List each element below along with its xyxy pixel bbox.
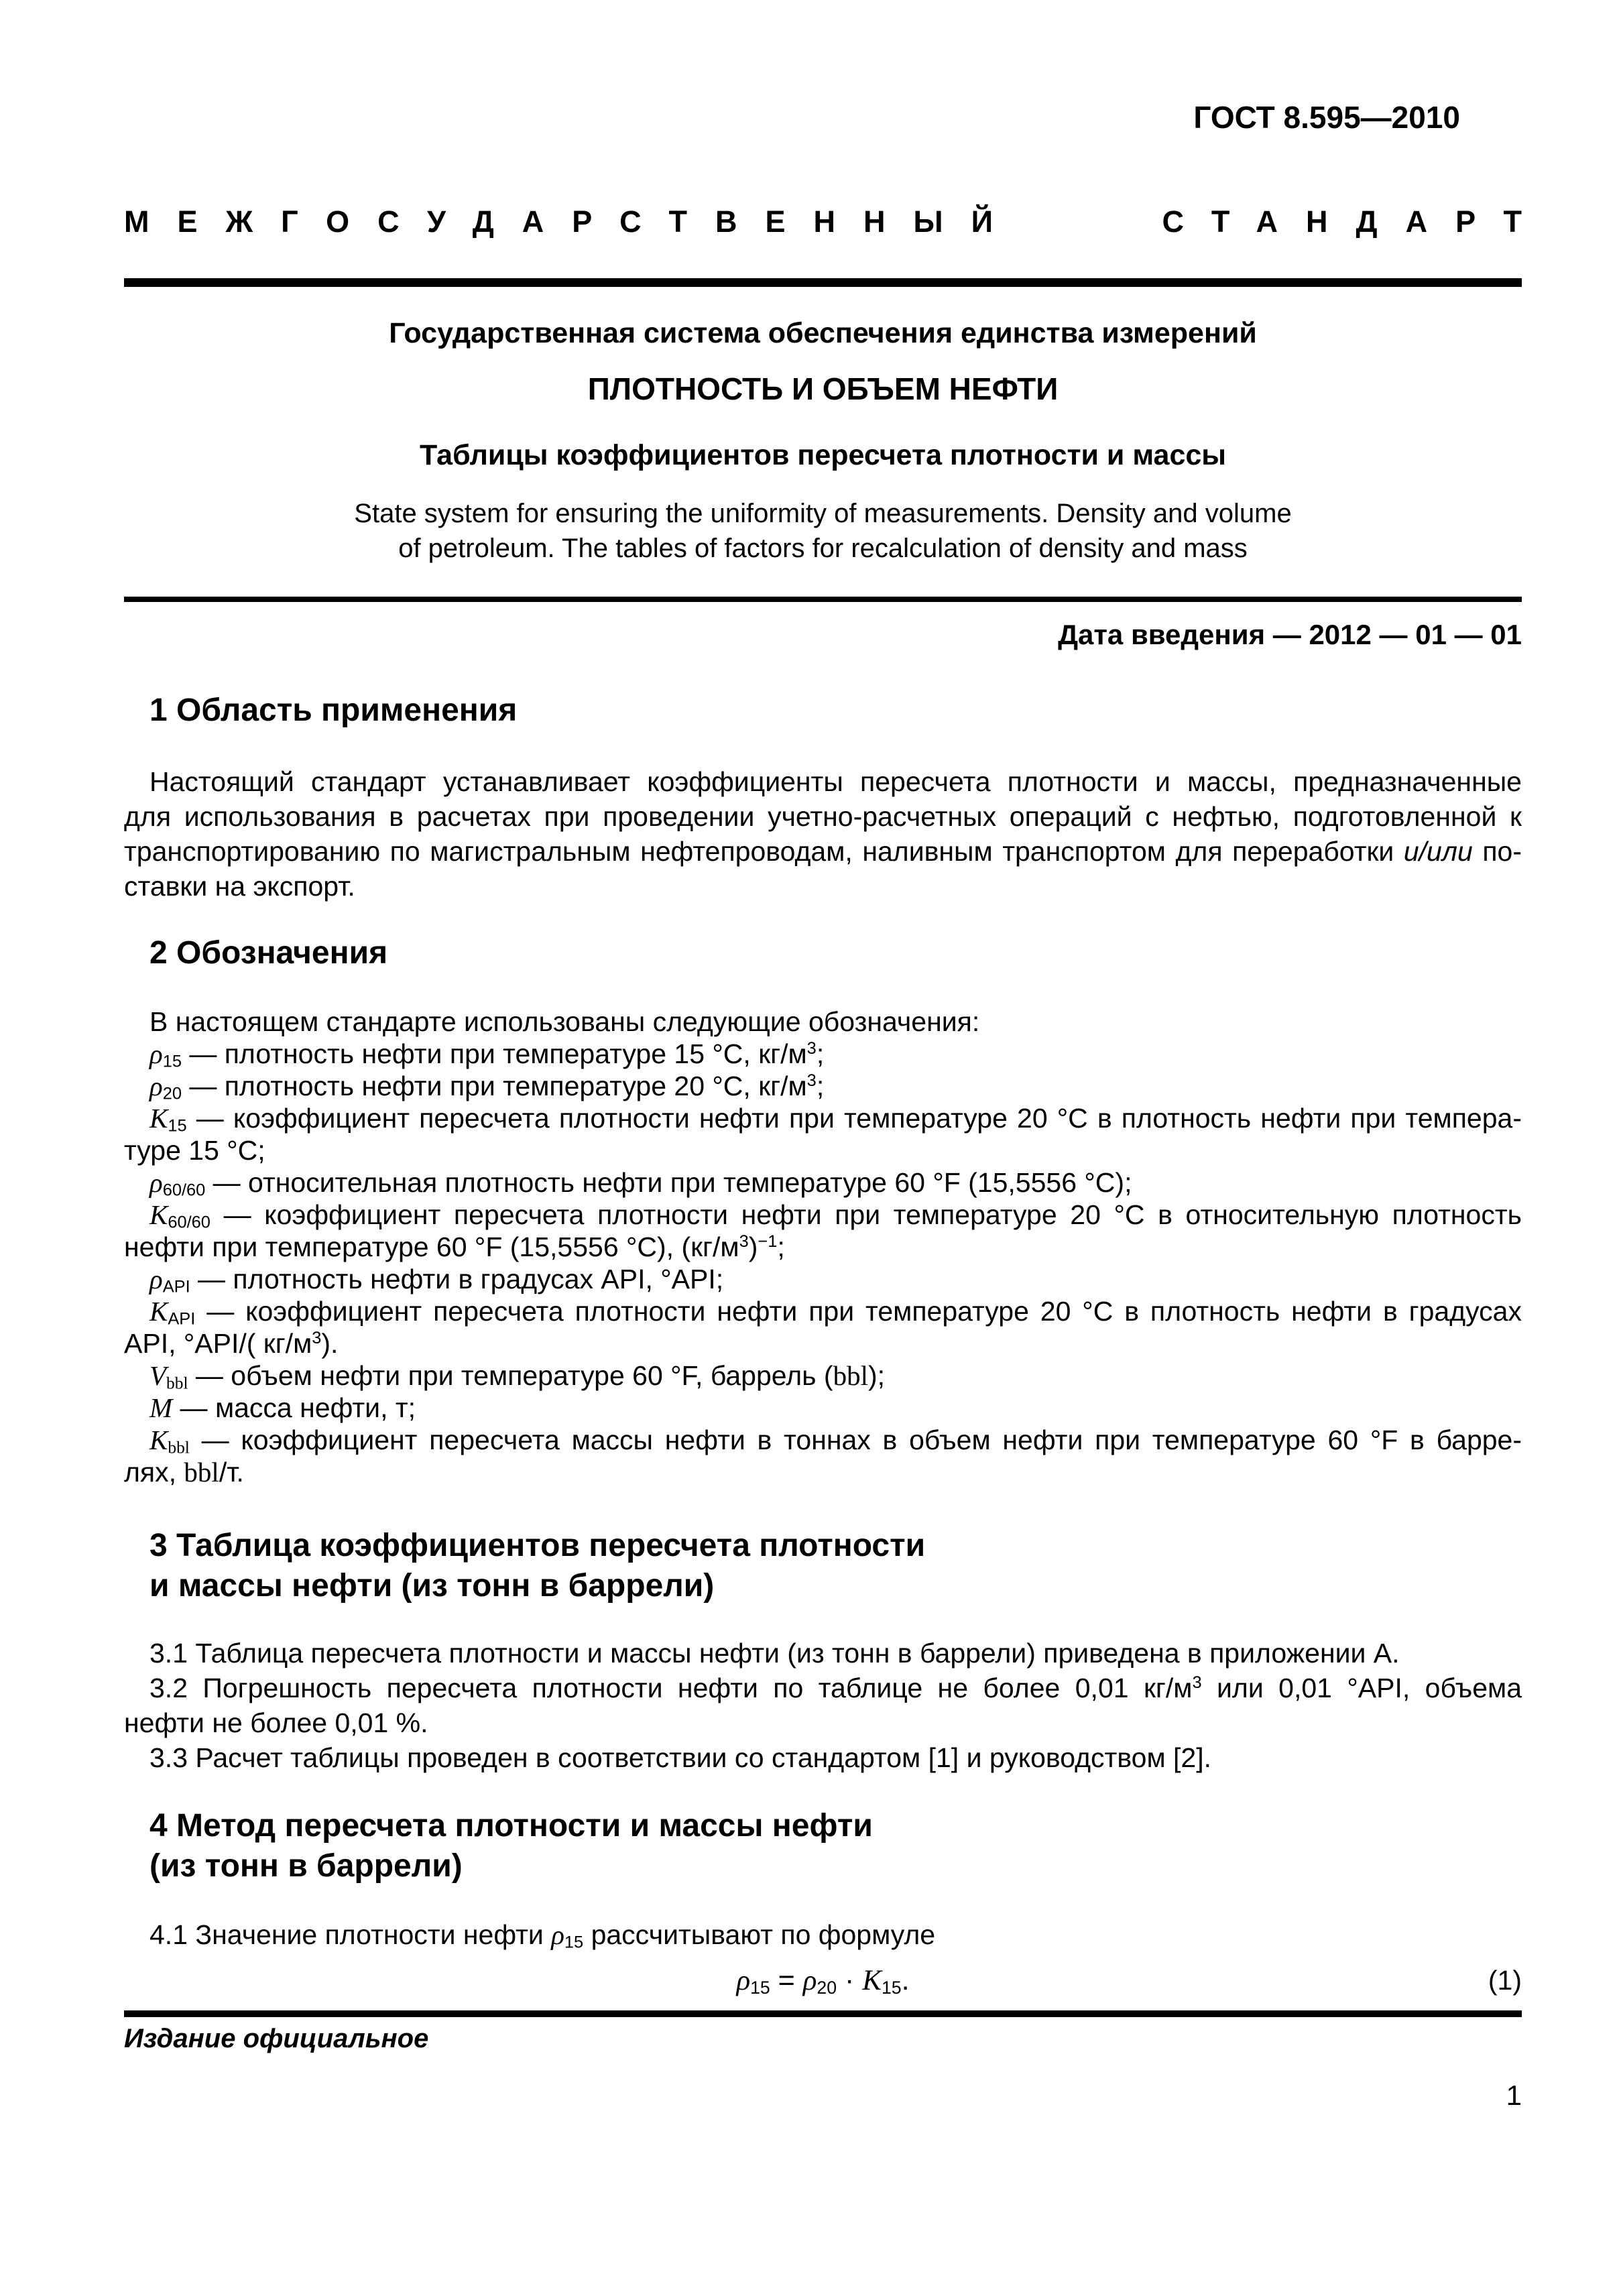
paragraph-line: ставки на экспорт. xyxy=(124,871,355,902)
formula-number: (1) xyxy=(1488,1965,1522,1996)
definition-kapi: $K_{API}$ — коэффициент пересчета плотности нефти при температуре 20 °С в плотность нефти в градусах xyxy=(149,1296,1522,1329)
definition-rho15: $\rho_{15}$ — плотность нефти при температуре 15 °С, $кг/м^3$; xyxy=(149,1038,825,1071)
section-4-heading xyxy=(124,1806,1522,1886)
title-system-line: Государственная система обеспечения единства измерений xyxy=(389,317,1257,349)
definition-kbbl-continued: лях, bbl/т. xyxy=(124,1457,244,1488)
title-english-line-1: State system for ensuring the uniformity of measurements. Density and volume xyxy=(354,499,1292,528)
clause-3-3: 3.3 Расчет таблицы проведен в соответствии со стандартом [1] и руководством [2]. xyxy=(149,1742,1212,1773)
section-3-heading-line-1: 3 Таблица коэффициентов пересчета плотности xyxy=(149,1528,926,1563)
definition-rho6060: $\rho_{60/60}$ — относительная плотность нефти при температуре 60 °F (15,5556 °С); xyxy=(149,1167,1132,1200)
formula-density: $\rho_{15} = \rho_{20} \cdot K_{15}$. xyxy=(736,1964,910,1998)
horizontal-rule-footer xyxy=(124,2010,1522,2017)
definition-k15: $K_{15}$ — коэффициент пересчета плотности нефти при температуре 20 °С в плотность нефти при темпера- xyxy=(149,1103,1522,1136)
definition-k6060: $K_{60/60}$ — коэффициент пересчета плотности нефти при температуре 20 °С в относительную плотность xyxy=(149,1199,1522,1232)
document-code: ГОСТ 8.595—2010 xyxy=(1193,100,1460,135)
page-number: 1 xyxy=(1506,2079,1522,2111)
section-3-heading-line-2: и массы нефти (из тонн в баррели) xyxy=(149,1568,715,1604)
definition-rho20: $\rho_{20}$ — плотность нефти при температуре 20 °С, $кг/м^3$; xyxy=(149,1071,825,1103)
definition-vbbl: $V_{bbl}$ — объем нефти при температуре 60 °F, баррель (bbl); xyxy=(149,1360,886,1393)
section-3-body xyxy=(124,1636,1522,1775)
definitions-intro: В настоящем стандарте использованы следующие обозначения: xyxy=(149,1006,980,1037)
clause-4-1 xyxy=(124,1917,1522,1952)
definition-kbbl: $K_{bbl}$ — коэффициент пересчета массы нефти в тоннах в объем нефти при температуре 60 °F в барре- xyxy=(149,1425,1522,1457)
clause-3-2: 3.2 Погрешность пересчета плотности нефти по таблице не более 0,01 $кг/м^3$ или 0,01 °API, объема xyxy=(149,1673,1522,1703)
title-subtitle: Таблицы коэффициентов пересчета плотности и массы xyxy=(419,439,1227,471)
definition-k15-continued: туре 15 °С; xyxy=(124,1135,265,1166)
formula-row xyxy=(124,1961,1522,2000)
definition-kapi-continued: API, °API/( $кг/м^3$). xyxy=(124,1328,339,1359)
section-1-paragraph xyxy=(124,764,1522,904)
paragraph-line: для использования в расчетах при проведении учетно-расчетных операций с нефтью, подготовленной к xyxy=(124,801,1522,832)
title-english xyxy=(124,496,1522,566)
horizontal-rule-top xyxy=(124,278,1522,287)
clause-3-1: 3.1 Таблица пересчета плотности и массы нефти (из тонн в баррели) приведена в приложении А. xyxy=(149,1638,1400,1669)
standard-type-banner xyxy=(124,204,1550,239)
introduction-date: Дата введения — 2012 — 01 — 01 xyxy=(1058,619,1522,650)
section-2-heading: 2 Обозначения xyxy=(149,935,388,971)
title-main: ПЛОТНОСТЬ И ОБЪЕМ НЕФТИ xyxy=(587,371,1059,406)
official-edition-label: Издание официальное xyxy=(124,2024,429,2053)
horizontal-rule-title xyxy=(124,597,1522,602)
section-4-heading-line-2: (из тонн в баррели) xyxy=(149,1848,463,1884)
section-2-definitions xyxy=(124,1006,1522,1488)
banner-word-1: МЕЖГОСУДАРСТВЕННЫЙ xyxy=(124,204,1021,239)
title-english-line-2: of petroleum. The tables of factors for recalculation of density and mass xyxy=(398,534,1248,563)
clause-3-2-continued: нефти не более 0,01 %. xyxy=(124,1707,428,1738)
definition-mass: M — масса нефти, т; xyxy=(149,1392,416,1423)
section-4-heading-line-1: 4 Метод пересчета плотности и массы нефти xyxy=(149,1808,873,1844)
banner-word-2: СТАНДАРТ xyxy=(1162,204,1550,239)
section-1-heading: 1 Область применения xyxy=(149,692,518,728)
section-3-heading xyxy=(124,1526,1522,1606)
paragraph-line: транспортированию по магистральным нефтепроводам, наливным транспортом для переработки и/или по- xyxy=(124,836,1522,867)
definition-rhoapi: $\rho_{API}$ — плотность нефти в градусах API, °API; xyxy=(149,1264,724,1296)
paragraph-line: Настоящий стандарт устанавливает коэффициенты пересчета плотности и массы, предназначенные xyxy=(149,766,1522,797)
clause-4-1-text: 4.1 Значение плотности нефти $\rho_{15}$ рассчитывают по формуле xyxy=(149,1919,936,1952)
definition-k6060-continued: нефти при температуре 60 °F (15,5556 °С), $(кг/м^3)^{-1}$; xyxy=(124,1231,785,1262)
